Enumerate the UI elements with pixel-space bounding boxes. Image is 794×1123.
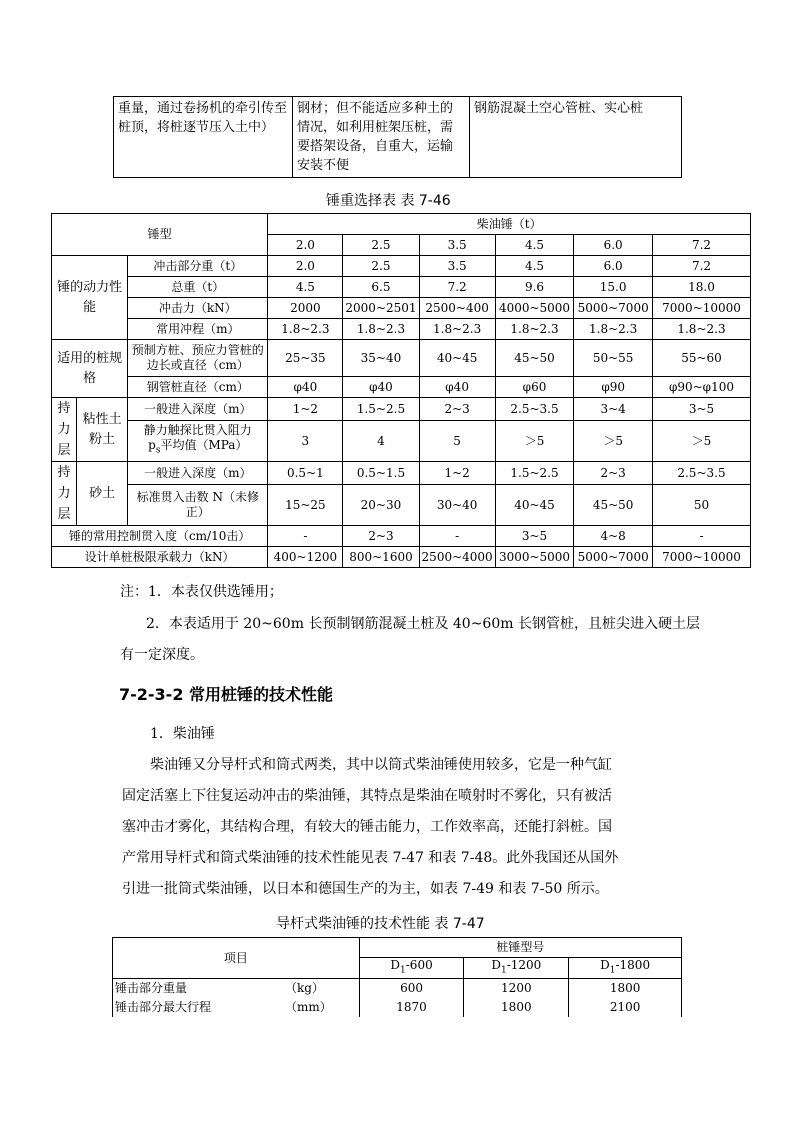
row-label	[113, 979, 360, 999]
table-cell: φ40	[268, 377, 343, 398]
continuation-table	[113, 96, 682, 178]
row-label: 一般进入深度（m）	[128, 462, 268, 485]
group-label-layer: 持力层	[52, 398, 77, 462]
table-cell: 6.0	[574, 256, 653, 277]
table-cell: 5	[419, 421, 495, 462]
model-prefix: D	[491, 958, 501, 972]
table-cell: 3~5	[652, 398, 750, 421]
guide-rod-diesel-hammer-table	[112, 937, 682, 1017]
table-cell: 800~1600	[343, 547, 419, 568]
row-label: 设计单桩极限承载力（kN）	[52, 547, 268, 568]
table-cell: φ40	[419, 377, 495, 398]
table-cell: ＞5	[495, 421, 574, 462]
model-subscript: 1	[609, 965, 616, 976]
table-cell: 1~2	[419, 462, 495, 485]
header-size: 2.0	[268, 235, 343, 256]
table-cell: 4~8	[574, 526, 653, 547]
table-cell: 2.5	[343, 256, 419, 277]
table-cell: 2000	[268, 298, 343, 319]
row-label: 常用冲程（m）	[128, 319, 268, 340]
hammer-weight-table	[51, 213, 751, 568]
group-label-dynamic: 锤的动力性能	[52, 256, 128, 340]
header-item: 项目	[113, 938, 360, 979]
table-cell: 2~3	[343, 526, 419, 547]
header-diesel-hammer: 柴油锤（t）	[268, 214, 751, 235]
table-cell: 15.0	[574, 277, 653, 298]
table-cell: φ90	[574, 377, 653, 398]
table-row	[52, 547, 751, 568]
subheading-diesel: 1．柴油锤	[150, 726, 215, 742]
table-row	[114, 97, 682, 178]
row-label-text: 锤击部分最大行程	[115, 1000, 212, 1015]
table-row	[52, 298, 751, 319]
row-unit: （mm）	[285, 1000, 332, 1015]
table-cell: 1.8~2.3	[574, 319, 653, 340]
table-cell: 2.5~3.5	[652, 462, 750, 485]
table-cell: -	[419, 526, 495, 547]
table-row	[52, 526, 751, 547]
table-cell: 钢筋混凝土空心管桩、实心桩	[470, 97, 682, 178]
row-label: 一般进入深度（m）	[128, 398, 268, 421]
table-cell: 2500~4000	[419, 547, 495, 568]
table-row	[52, 398, 751, 421]
label-part: 平均值（MPa）	[160, 438, 248, 453]
model-subscript: 1	[500, 965, 507, 976]
table-cell: 1800	[569, 979, 682, 999]
model-prefix: D	[390, 958, 401, 972]
table-cell: 5000~7000	[574, 547, 653, 568]
group-label-spec: 适用的桩规格	[52, 340, 128, 398]
table-row	[52, 340, 751, 377]
header-model-name	[569, 958, 682, 979]
model-prefix: D	[600, 958, 610, 972]
table-cell: 2000~2501	[343, 298, 419, 319]
row-label: 总重（t）	[128, 277, 268, 298]
table-cell: 7.2	[652, 256, 750, 277]
table-row	[113, 938, 682, 958]
header-size: 6.0	[574, 235, 653, 256]
table-cell: 9.6	[495, 277, 574, 298]
row-label: 钢管桩直径（cm）	[128, 377, 268, 398]
table-row	[52, 214, 751, 235]
header-model-name	[464, 958, 569, 979]
table-cell: 2.0	[268, 256, 343, 277]
table-cell: 1.5~2.5	[343, 398, 419, 421]
table-cell: 1.8~2.3	[343, 319, 419, 340]
body-line: 塞冲击才雾化，其结构合理，有较大的锤击能力，工作效率高，还能打斜桩。国	[122, 819, 612, 835]
table-cell: 1.5~2.5	[495, 462, 574, 485]
table-cell: 重量，通过卷扬机的牵引传至桩顶，将桩逐节压入土中）	[114, 97, 293, 178]
table-cell: 钢材；但不能适应多种土的情况，如利用桩架压桩，需要搭架设备，自重大，运输安装不便	[293, 97, 470, 178]
table-cell: -	[652, 526, 750, 547]
header-size: 4.5	[495, 235, 574, 256]
table-cell: 5000~7000	[574, 298, 653, 319]
body-line: 产常用导杆式和筒式柴油锤的技术性能见表 7-47 和表 7-48。此外我国还从国外	[122, 850, 619, 866]
soil-label-clay: 粘性土粉土	[77, 398, 128, 462]
table-cell: 7.2	[419, 277, 495, 298]
model-number: -1800	[615, 958, 651, 972]
table-cell: 2500~400	[419, 298, 495, 319]
table-row	[52, 277, 751, 298]
header-size: 7.2	[652, 235, 750, 256]
table-cell: φ90~φ100	[652, 377, 750, 398]
row-label: 锤的常用控制贯入度（cm/10击）	[52, 526, 268, 547]
table-cell: 40~45	[495, 485, 574, 526]
table-cell: 3~4	[574, 398, 653, 421]
soil-label-sand: 砂土	[77, 462, 128, 526]
table-cell: 3.5	[419, 256, 495, 277]
row-label	[113, 998, 360, 1017]
table-row	[113, 979, 682, 999]
row-label	[128, 421, 268, 462]
header-model: 桩锤型号	[359, 938, 681, 958]
table-cell: 30~40	[419, 485, 495, 526]
table-cell: 4.5	[495, 256, 574, 277]
table-cell: 1.8~2.3	[652, 319, 750, 340]
table-cell: 40~45	[419, 340, 495, 377]
group-label-layer: 持力层	[52, 462, 77, 526]
row-label-text: 锤击部分重量	[115, 981, 188, 996]
header-model-name	[359, 958, 464, 979]
table-cell: 400~1200	[268, 547, 343, 568]
table-cell: 3~5	[495, 526, 574, 547]
table-row	[52, 256, 751, 277]
table-row	[52, 377, 751, 398]
table-row	[52, 319, 751, 340]
table-cell: 7000~10000	[652, 298, 750, 319]
table-cell: 1200	[464, 979, 569, 999]
table-cell: 0.5~1	[268, 462, 343, 485]
table-cell: 4	[343, 421, 419, 462]
table-cell: 4000~5000	[495, 298, 574, 319]
table-cell: 50	[652, 485, 750, 526]
table-cell: 1.8~2.3	[268, 319, 343, 340]
table-cell: 1800	[464, 998, 569, 1017]
table-cell: -	[268, 526, 343, 547]
model-number: -1200	[506, 958, 542, 972]
model-subscript: 1	[400, 965, 406, 976]
table-cell: 4.5	[268, 277, 343, 298]
table-cell: 3	[268, 421, 343, 462]
table-cell: 3000~5000	[495, 547, 574, 568]
table-cell: 2~3	[419, 398, 495, 421]
table-cell: 2.5~3.5	[495, 398, 574, 421]
row-label: 标准贯入击数 N（未修正）	[128, 485, 268, 526]
table-cell: 2100	[569, 998, 682, 1017]
header-size: 3.5	[419, 235, 495, 256]
table-cell: 45~50	[495, 340, 574, 377]
table-cell: 18.0	[652, 277, 750, 298]
table-cell: 1.8~2.3	[495, 319, 574, 340]
table-cell: 45~50	[574, 485, 653, 526]
table-cell: 1870	[359, 998, 464, 1017]
table-cell: ＞5	[652, 421, 750, 462]
table-cell: 1~2	[268, 398, 343, 421]
header-hammer-type: 锤型	[52, 214, 268, 256]
body-line: 固定活塞上下往复运动冲击的柴油锤，其特点是柴油在喷射时不雾化，只有被活	[122, 788, 612, 804]
table-cell: 2~3	[574, 462, 653, 485]
body-line: 柴油锤又分导杆式和筒式两类，其中以筒式柴油锤使用较多，它是一种气缸	[150, 757, 612, 773]
table-cell: φ60	[495, 377, 574, 398]
body-line: 引进一批筒式柴油锤，以日本和德国生产的为主，如表 7-49 和表 7-50 所示。	[122, 881, 609, 897]
row-label: 冲击部分重（t）	[128, 256, 268, 277]
note-1: 注：1．本表仅供选锤用；	[120, 584, 283, 600]
table-cell: 20~30	[343, 485, 419, 526]
label-subscript: s	[155, 445, 161, 456]
table-caption-7-46: 锤重选择表 表 7-46	[326, 193, 451, 209]
row-unit: （kg）	[285, 981, 324, 996]
table-cell: 15~25	[268, 485, 343, 526]
table-cell: φ40	[343, 377, 419, 398]
table-cell: 25~35	[268, 340, 343, 377]
table-cell: 55~60	[652, 340, 750, 377]
label-part: p	[148, 438, 156, 453]
table-cell: 600	[359, 979, 464, 999]
model-number: -600	[405, 958, 433, 972]
table-cell: 6.5	[343, 277, 419, 298]
label-part: 静力触探比贯入阻力	[143, 423, 252, 438]
table-cell: 7000~10000	[652, 547, 750, 568]
table-cell: ＞5	[574, 421, 653, 462]
table-row	[52, 485, 751, 526]
table-row	[52, 421, 751, 462]
note-2: 2．本表适用于 20~60m 长预制钢筋混凝土桩及 40~60m 长钢管桩，且桩尖进入硬土层	[146, 616, 700, 632]
section-heading: 7-2-3-2 常用桩锤的技术性能	[119, 685, 334, 704]
row-label: 预制方桩、预应力管桩的边长或直径（cm）	[128, 340, 268, 377]
header-size: 2.5	[343, 235, 419, 256]
table-cell: 50~55	[574, 340, 653, 377]
note-3: 有一定深度。	[120, 647, 204, 663]
table-cell: 35~40	[343, 340, 419, 377]
table-cell: 0.5~1.5	[343, 462, 419, 485]
table-caption-7-47: 导杆式柴油锤的技术性能 表 7-47	[276, 916, 485, 932]
row-label: 冲击力（kN）	[128, 298, 268, 319]
table-row	[113, 998, 682, 1017]
table-row	[52, 462, 751, 485]
table-cell: 1.8~2.3	[419, 319, 495, 340]
